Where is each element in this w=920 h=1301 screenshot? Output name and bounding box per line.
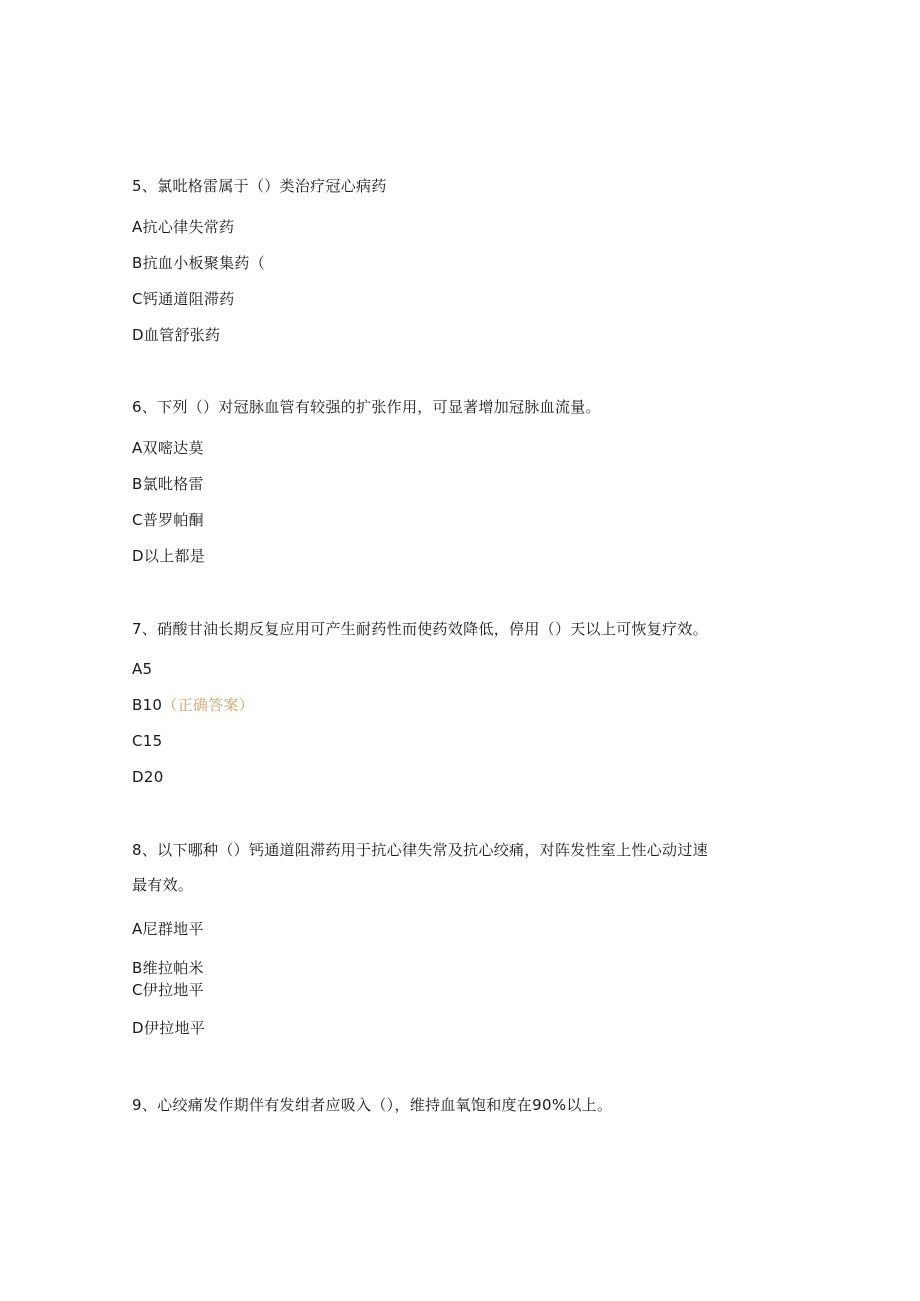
question-5-option-c: C钙通道阻滞药 bbox=[132, 290, 235, 308]
question-8-option-d: D伊拉地平 bbox=[132, 1019, 206, 1037]
question-5-stem: 5、氯吡格雷属于（）类治疗冠心病药 bbox=[132, 177, 387, 195]
question-9-stem: 9、心绞痛发作期伴有发绀者应吸入（），维持血氧饱和度在90%以上。 bbox=[132, 1096, 613, 1114]
question-6-option-c: C普罗帕酮 bbox=[132, 511, 204, 529]
question-8-option-c: C伊拉地平 bbox=[132, 981, 204, 999]
question-7-option-b-row bbox=[132, 695, 254, 715]
question-6-option-b: B氯吡格雷 bbox=[132, 475, 204, 493]
question-7-option-c: C15 bbox=[132, 732, 163, 750]
question-5-option-d: D血管舒张药 bbox=[132, 326, 221, 344]
question-8-stem-line-1: 8、以下哪种（）钙通道阻滞药用于抗心律失常及抗心绞痛，对阵发性室上性心动过速 bbox=[132, 841, 708, 859]
question-7-option-b: B10 bbox=[132, 696, 163, 714]
question-7-option-a: A5 bbox=[132, 660, 153, 678]
question-7-stem: 7、硝酸甘油长期反复应用可产生耐药性而使药效降低，停用（）天以上可恢复疗效。 bbox=[132, 620, 708, 638]
question-7-option-d: D20 bbox=[132, 768, 164, 786]
question-6-option-d: D以上都是 bbox=[132, 547, 206, 565]
question-6-option-a: A双嘧达莫 bbox=[132, 439, 204, 457]
question-5-option-b: B抗血小板聚集药（ bbox=[132, 254, 265, 272]
question-5-option-a: A抗心律失常药 bbox=[132, 218, 235, 236]
question-8-option-a: A尼群地平 bbox=[132, 920, 204, 938]
question-6-stem: 6、下列（）对冠脉血管有较强的扩张作用，可显著增加冠脉血流量。 bbox=[132, 398, 601, 416]
question-8-stem-line-2: 最有效。 bbox=[132, 876, 194, 894]
question-8-option-b: B维拉帕米 bbox=[132, 959, 204, 977]
correct-answer-note: （正确答案） bbox=[162, 696, 255, 714]
